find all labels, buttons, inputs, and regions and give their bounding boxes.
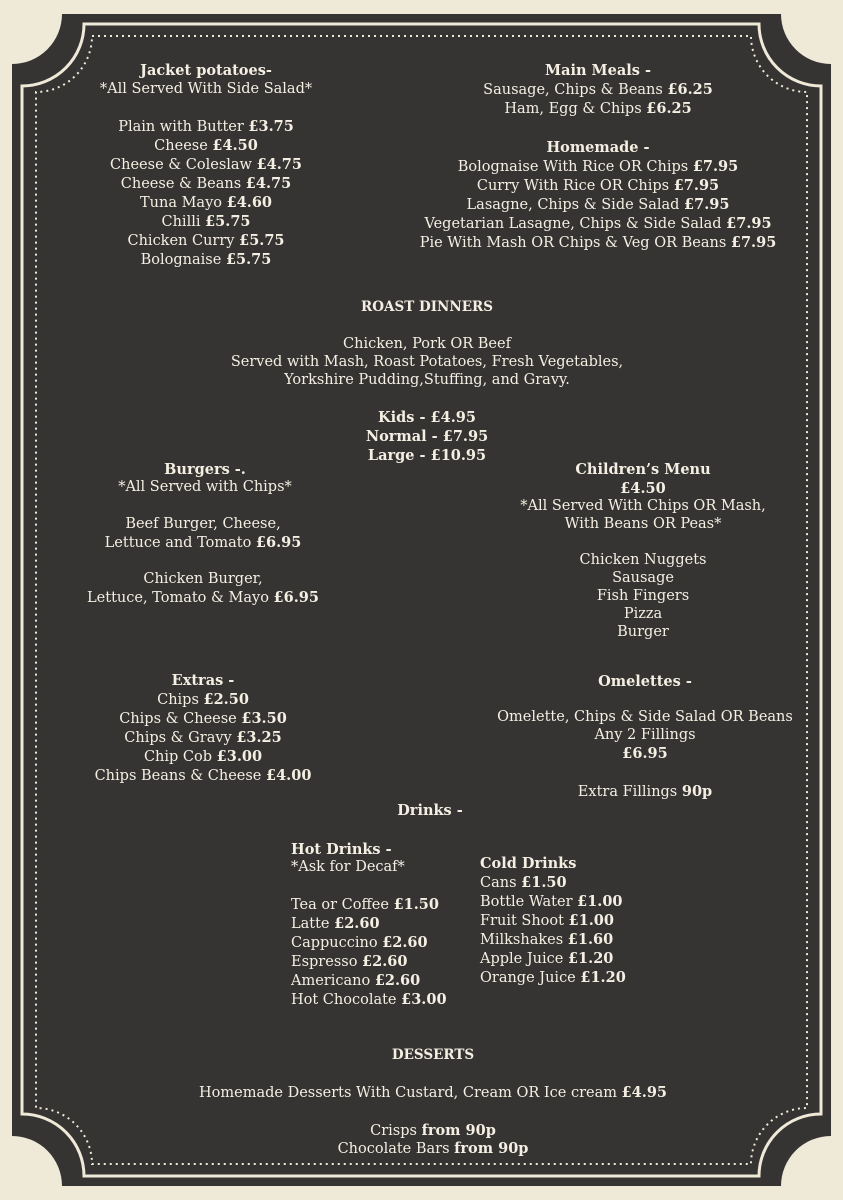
roast-line: Chicken, Pork OR Beef [343, 336, 511, 352]
jacket-item: Chicken Curry £5.75 [127, 232, 285, 249]
homemade-item: Bolognaise With Rice OR Chips £7.95 [457, 158, 739, 175]
extras-heading: Extras - [171, 672, 235, 689]
chocolate-bars-line: Chocolate Bars from 90p [337, 1140, 529, 1157]
jacket-note: *All Served With Side Salad* [99, 81, 313, 97]
cold-drink-item: Apple Juice £1.20 [480, 950, 614, 967]
roast-line: Yorkshire Pudding,Stuffing, and Gravy. [284, 372, 570, 388]
hot-drink-item: Espresso £2.60 [291, 953, 408, 970]
childrens-menu-item: Pizza [623, 606, 663, 622]
jacket-item: Bolognaise £5.75 [140, 251, 272, 268]
hot-drinks-note: *Ask for Decaf* [291, 859, 405, 875]
omelettes-line: Any 2 Fillings [594, 727, 696, 743]
roast-size: Normal - £7.95 [365, 428, 489, 445]
burger-item-line: Lettuce and Tomato £6.95 [104, 534, 302, 551]
omelettes-line: Omelette, Chips & Side Salad OR Beans [497, 709, 793, 725]
cold-drink-item: Milkshakes £1.60 [480, 931, 614, 948]
homemade-item: Vegetarian Lasagne, Chips & Side Salad £7.95 [424, 215, 772, 232]
roast-line: Served with Mash, Roast Potatoes, Fresh Vegetables, [230, 354, 624, 370]
desserts-line: Homemade Desserts With Custard, Cream OR Ice cream £4.95 [199, 1084, 667, 1101]
hot-drink-item: Tea or Coffee £1.50 [291, 896, 439, 913]
hot-drink-item: Hot Chocolate £3.00 [291, 991, 447, 1008]
extras-item: Chips Beans & Cheese £4.00 [94, 767, 312, 784]
childrens-menu-item: Burger [617, 624, 669, 640]
roast-size: Large - £10.95 [367, 447, 487, 464]
extras-item: Chips & Cheese £3.50 [119, 710, 287, 727]
main-meals-heading: Main Meals - [545, 62, 651, 79]
homemade-item: Curry With Rice OR Chips £7.95 [476, 177, 720, 194]
roast-size: Kids - £4.95 [378, 409, 476, 426]
burger-item-line: Beef Burger, Cheese, [125, 516, 281, 532]
jacket-item: Tuna Mayo £4.60 [139, 194, 273, 211]
homemade-heading: Homemade - [546, 139, 650, 156]
hot-drink-item: Cappuccino £2.60 [291, 934, 428, 951]
childrens-menu-item: Chicken Nuggets [579, 552, 707, 568]
main-meal-item: Sausage, Chips & Beans £6.25 [483, 81, 713, 98]
jacket-item: Cheese & Beans £4.75 [120, 175, 292, 192]
cold-drink-item: Orange Juice £1.20 [480, 969, 626, 986]
extras-item: Chip Cob £3.00 [143, 748, 263, 765]
roast-heading: ROAST DINNERS [361, 299, 493, 315]
childrens-menu-item: Fish Fingers [596, 588, 690, 604]
childrens-menu-heading: Children’s Menu [575, 461, 711, 478]
homemade-item: Lasagne, Chips & Side Salad £7.95 [466, 196, 730, 213]
jacket-item: Cheese £4.50 [154, 137, 258, 154]
childrens-menu-note: *All Served With Chips OR Mash, [520, 498, 766, 514]
hot-drinks-heading: Hot Drinks - [291, 841, 392, 858]
burgers-heading: Burgers -. [164, 461, 246, 478]
childrens-menu-note: With Beans OR Peas* [564, 516, 722, 532]
omelettes-extra: Extra Fillings 90p [577, 783, 713, 800]
cold-drink-item: Cans £1.50 [480, 874, 567, 891]
desserts-heading: DESSERTS [391, 1047, 475, 1063]
jacket-item: Cheese & Coleslaw £4.75 [110, 156, 302, 173]
omelettes-price: £6.95 [622, 745, 668, 762]
homemade-item: Pie With Mash OR Chips & Veg OR Beans £7.95 [419, 234, 777, 251]
extras-item: Chips & Gravy £3.25 [124, 729, 282, 746]
cold-drink-item: Fruit Shoot £1.00 [480, 912, 614, 929]
childrens-menu-item: Sausage [612, 570, 674, 586]
burgers-note: *All Served with Chips* [118, 479, 292, 495]
main-meal-item: Ham, Egg & Chips £6.25 [504, 100, 692, 117]
childrens-menu-price: £4.50 [620, 480, 666, 497]
jacket-item: Plain with Butter £3.75 [118, 118, 294, 135]
drinks-heading: Drinks - [397, 802, 463, 819]
burger-item-line: Chicken Burger, [143, 571, 263, 587]
jacket-item: Chilli £5.75 [161, 213, 251, 230]
extras-item: Chips £2.50 [157, 691, 249, 708]
hot-drink-item: Americano £2.60 [291, 972, 421, 989]
cold-drinks-heading: Cold Drinks [480, 855, 577, 872]
burger-item-line: Lettuce, Tomato & Mayo £6.95 [87, 589, 319, 606]
hot-drink-item: Latte £2.60 [291, 915, 380, 932]
crisps-line: Crisps from 90p [370, 1122, 496, 1139]
jacket-heading: Jacket potatoes- [140, 62, 272, 79]
omelettes-heading: Omelettes - [598, 673, 692, 690]
cold-drink-item: Bottle Water £1.00 [480, 893, 623, 910]
